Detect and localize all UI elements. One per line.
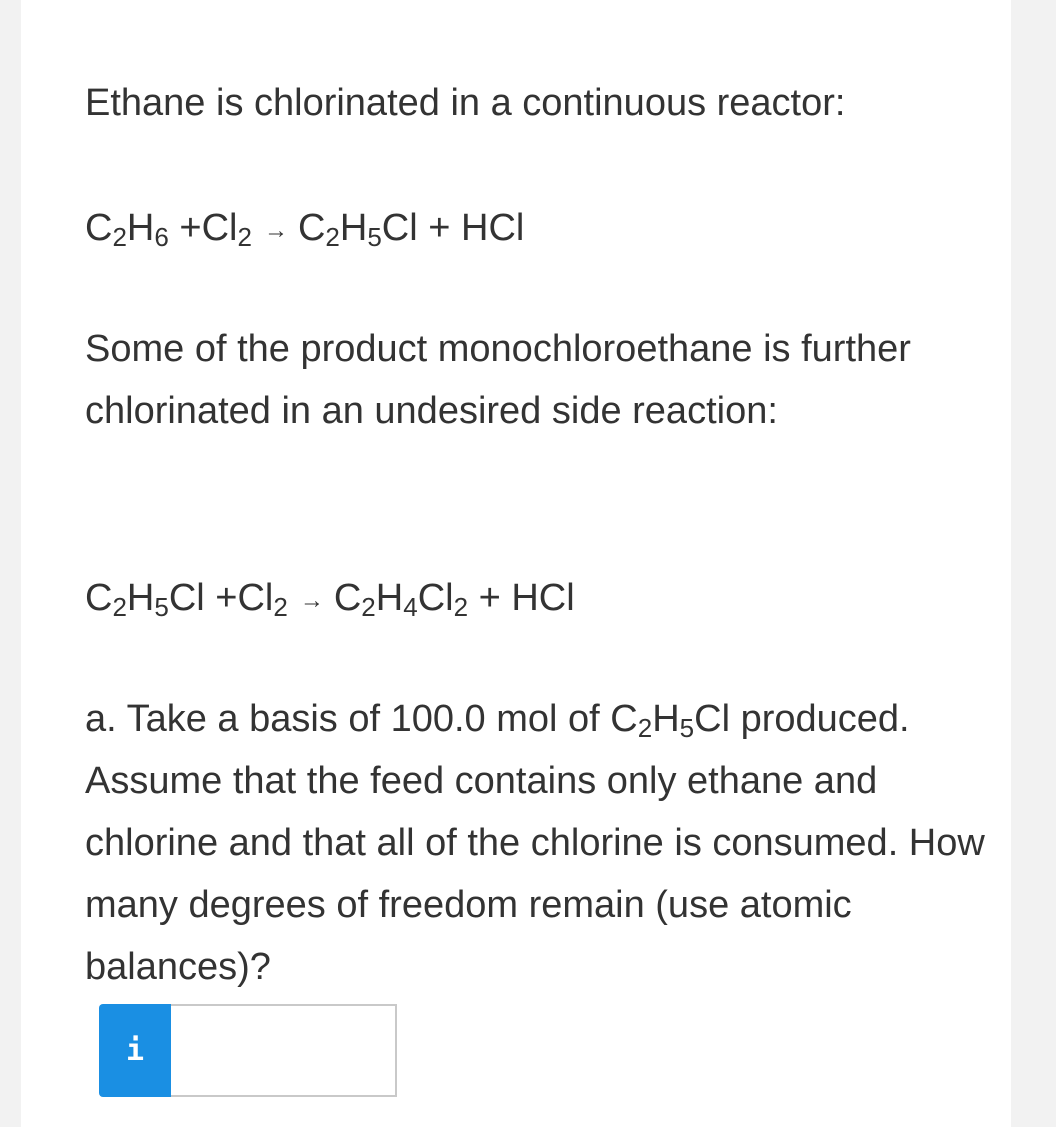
eq1-monochloroethane: $C_2H_5Cl$	[297, 207, 418, 252]
reaction-arrow: →	[263, 217, 288, 244]
question-part-a: a. Take a basis of 100.0 mol of $C_2H_5Cl$ produced. Assume that the feed contains only ethane and chlorine and that all of the chlorine is consumed. How many degrees of freedom remain (use atomic balances)?	[85, 698, 985, 988]
side-reaction-equation	[85, 567, 575, 632]
answer-row	[99, 1004, 383, 1097]
eq2-monochloroethane: $C_2H_5Cl$	[85, 577, 205, 622]
main-reaction-equation	[85, 197, 524, 262]
reaction-arrow: →	[299, 587, 324, 614]
info-icon[interactable]	[99, 1004, 171, 1097]
eq1-hcl: + HCl	[428, 207, 525, 249]
eq1-ethane: $C_2H_6$	[85, 207, 169, 252]
intro-text: Ethane is chlorinated in a continuous reactor:	[85, 82, 846, 124]
question-card	[21, 0, 1011, 1127]
answer-input[interactable]	[171, 1004, 397, 1097]
eq2-dichloroethane: $C_2H_4Cl_2$	[333, 577, 469, 622]
eq1-chlorine: $+Cl_2$	[179, 207, 252, 252]
eq2-chlorine: $+Cl_2$	[215, 577, 288, 622]
eq2-hcl: + HCl	[478, 577, 575, 619]
side-reaction-text: Some of the product monochloroethane is further chlorinated in an undesired side reaction:	[85, 328, 911, 432]
info-icon-glyph: i	[125, 1033, 145, 1068]
